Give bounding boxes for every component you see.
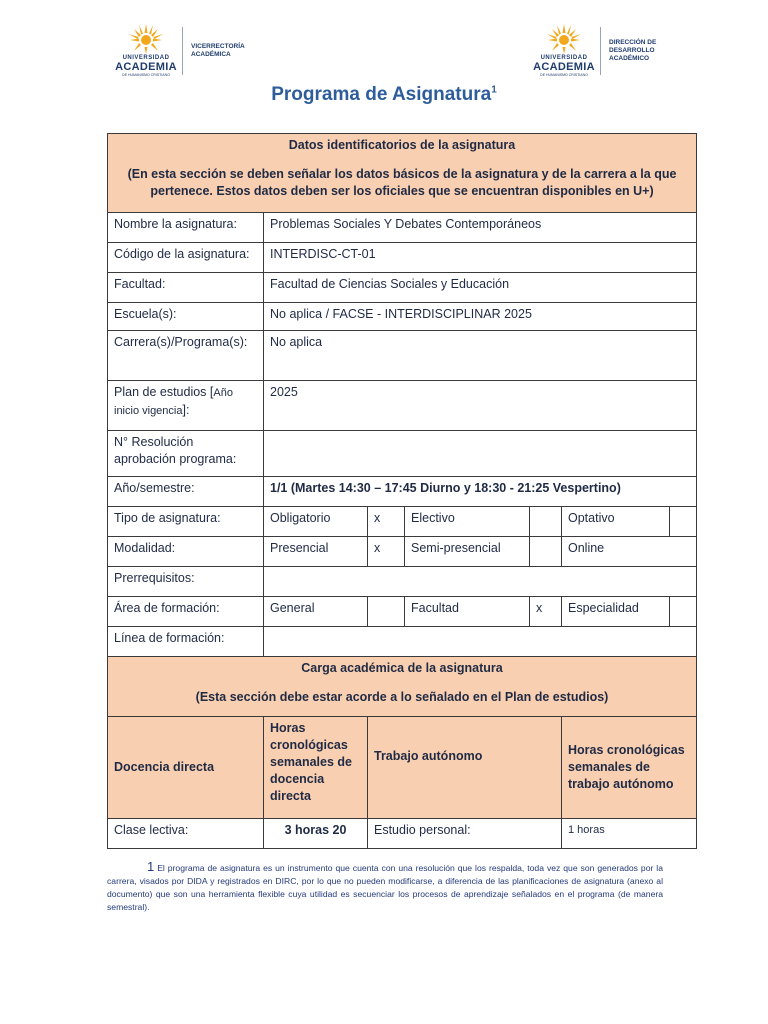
table-row — [108, 717, 697, 819]
field-value-linea — [264, 627, 697, 657]
option-label: Electivo — [405, 507, 530, 537]
logo-separator — [182, 27, 183, 75]
option-label: Facultad — [405, 597, 530, 627]
table-row — [108, 381, 697, 431]
field-value-escuela: No aplica / FACSE - INTERDISCIPLINAR 2025 — [264, 303, 697, 331]
field-label-plan: Plan de estudios [Año inicio vigencia]: — [108, 381, 264, 431]
field-value-nombre: Problemas Sociales Y Debates Contemporáneos — [264, 213, 697, 243]
field-value-plan: 2025 — [264, 381, 697, 431]
table-row — [108, 431, 697, 477]
university-logo-mark — [115, 24, 177, 78]
option-label: Presencial — [264, 537, 368, 567]
field-value-prerrequisitos — [264, 567, 697, 597]
option-label: General — [264, 597, 368, 627]
sun-emblem-icon — [546, 24, 582, 54]
field-label: Modalidad: — [108, 537, 264, 567]
table-row — [108, 507, 697, 537]
logo-subtitle: DE HUMANISMO CRISTIANO — [122, 73, 170, 77]
field-label: Código de la asignatura: — [108, 243, 264, 273]
field-label: Tipo de asignatura: — [108, 507, 264, 537]
option-mark — [530, 507, 562, 537]
table-row — [108, 213, 697, 243]
field-label: Área de formación: — [108, 597, 264, 627]
option-label: Especialidad — [562, 597, 670, 627]
option-mark: x — [368, 507, 405, 537]
option-mark — [530, 537, 562, 567]
column-header: Horas cronológicas semanales de trabajo autónomo — [562, 717, 697, 819]
logo-university-word: UNIVERSIDAD — [540, 55, 588, 61]
footnote — [107, 860, 663, 914]
option-label: Obligatorio — [264, 507, 368, 537]
field-label: Prerrequisitos: — [108, 567, 264, 597]
table-row — [108, 243, 697, 273]
section-header-identificatorios — [108, 134, 697, 213]
section-header-carga — [108, 657, 697, 717]
option-label: Semi-presencial — [405, 537, 530, 567]
footnote-text: El programa de asignatura es un instrumento que cuenta con una resolución que los respalda, toda vez que son generados por la carrera, visados por DIDA y registrados en DIRC, por lo que no pueden modificarse, a diferencia de las planificaciones de asignatura (anexo al documento) que son una herramienta flexible cuya utilidad es secuenciar los procesos de aprendizaje señalados en el programa (de manera semestral). — [107, 863, 663, 912]
field-label: Carrera(s)/Programa(s): — [108, 331, 264, 381]
footnote-reference: 1 — [491, 84, 497, 96]
cell: 3 horas 20 — [264, 819, 368, 849]
column-header: Horas cronológicas semanales de docencia directa — [264, 717, 368, 819]
university-logo-mark — [533, 24, 595, 78]
section-note: (Esta sección debe estar acorde a lo señalado en el Plan de estudios) — [195, 690, 609, 704]
table-row — [108, 819, 697, 849]
logo-academia-word: ACADEMIA — [115, 61, 177, 73]
sun-emblem-icon — [128, 24, 164, 54]
option-label: Online — [562, 537, 697, 567]
table-row — [108, 477, 697, 507]
page-title: Programa de Asignatura$^1$ — [271, 84, 497, 105]
logo-subtitle: DE HUMANISMO CRISTIANO — [540, 73, 588, 77]
field-value-carrera: No aplica — [264, 331, 697, 381]
field-label: N° Resolución aprobación programa: — [108, 431, 264, 477]
logo-separator — [600, 27, 601, 75]
field-value-resolucion — [264, 431, 697, 477]
logo-university-word: UNIVERSIDAD — [122, 55, 170, 61]
field-value-codigo: INTERDISC-CT-01 — [264, 243, 697, 273]
column-header: Docencia directa — [108, 717, 264, 819]
option-mark: x — [530, 597, 562, 627]
option-mark — [670, 597, 697, 627]
footnote-number: 1 — [147, 859, 155, 874]
logo-academia-word: ACADEMIA — [533, 61, 595, 73]
column-header: Trabajo autónomo — [368, 717, 562, 819]
cell: Clase lectiva: — [108, 819, 264, 849]
logo-direccion — [533, 24, 669, 78]
logo-department: VICERRECTORÍA ACADÉMICA — [191, 43, 245, 58]
field-value-anio: 1/1 (Martes 14:30 – 17:45 Diurno y 18:30 - 21:25 Vespertino) — [264, 477, 697, 507]
program-table — [107, 133, 697, 849]
cell: Estudio personal: — [368, 819, 562, 849]
option-mark: x — [368, 537, 405, 567]
table-row — [108, 303, 697, 331]
field-value-facultad: Facultad de Ciencias Sociales y Educación — [264, 273, 697, 303]
table-row — [108, 597, 697, 627]
section-heading: Datos identificatorios de la asignatura — [288, 138, 516, 152]
section-heading: Carga académica de la asignatura — [301, 661, 503, 675]
cell: 1 horas — [562, 819, 697, 849]
option-mark — [670, 507, 697, 537]
table-row — [108, 273, 697, 303]
table-row — [108, 331, 697, 381]
field-label: Facultad: — [108, 273, 264, 303]
field-label: Nombre la asignatura: — [108, 213, 264, 243]
table-row — [108, 627, 697, 657]
field-label: Línea de formación: — [108, 627, 264, 657]
option-label: Optativo — [562, 507, 670, 537]
table-row — [108, 567, 697, 597]
field-label: Año/semestre: — [108, 477, 264, 507]
logo-department: DIRECCIÓN DE DESARROLLO ACADÉMICO — [609, 39, 657, 62]
section-note: (En esta sección se deben señalar los datos básicos de la asignatura y de la carrera a la que pertenece. Estos datos deben ser los oficiales que se encuentran disponibles en U+) — [127, 167, 677, 198]
logo-vicerrectoria — [115, 24, 251, 78]
option-mark — [368, 597, 405, 627]
field-label: Escuela(s): — [108, 303, 264, 331]
table-row — [108, 537, 697, 567]
